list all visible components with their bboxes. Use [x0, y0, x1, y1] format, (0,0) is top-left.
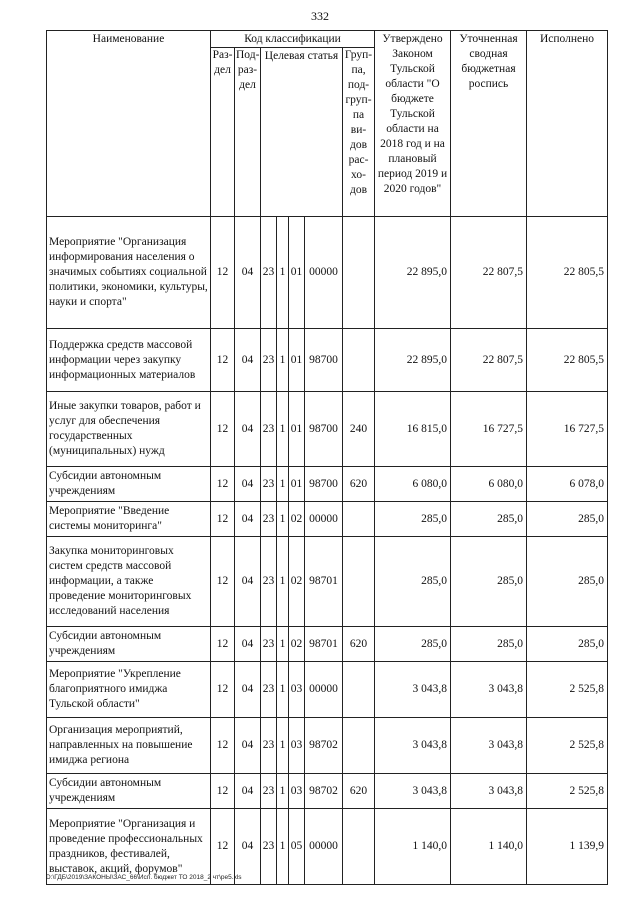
row-target-part4: 00000	[305, 809, 343, 885]
row-target-part1: 23	[261, 217, 277, 329]
row-target-part3: 02	[289, 537, 305, 627]
row-target-part2: 1	[277, 467, 289, 502]
row-executed: 22 805,5	[527, 217, 608, 329]
table-row	[47, 537, 608, 627]
row-refined: 6 080,0	[451, 467, 527, 502]
row-target-part2: 1	[277, 392, 289, 467]
header-code-group: Код классификации	[211, 31, 375, 48]
row-podrazdel: 04	[235, 662, 261, 718]
row-refined: 285,0	[451, 537, 527, 627]
row-name: Мероприятие "Организация информирования населения о значимых событиях социальной политики, экономики, культуры, науки и спорта"	[47, 217, 211, 329]
table-body	[47, 217, 608, 885]
row-vid	[343, 329, 375, 392]
row-razdel: 12	[211, 627, 235, 662]
row-podrazdel: 04	[235, 467, 261, 502]
row-target-part3: 03	[289, 662, 305, 718]
row-target-part4: 98701	[305, 627, 343, 662]
row-executed: 2 525,8	[527, 662, 608, 718]
row-podrazdel: 04	[235, 392, 261, 467]
row-executed: 285,0	[527, 627, 608, 662]
header-target: Целевая статья	[261, 48, 343, 217]
row-executed: 2 525,8	[527, 774, 608, 809]
row-approved: 22 895,0	[375, 329, 451, 392]
row-razdel: 12	[211, 809, 235, 885]
row-target-part1: 23	[261, 809, 277, 885]
row-target-part4: 00000	[305, 502, 343, 537]
row-approved: 285,0	[375, 537, 451, 627]
row-approved: 1 140,0	[375, 809, 451, 885]
row-refined: 285,0	[451, 502, 527, 537]
row-podrazdel: 04	[235, 502, 261, 537]
row-target-part3: 01	[289, 392, 305, 467]
row-razdel: 12	[211, 217, 235, 329]
row-executed: 285,0	[527, 537, 608, 627]
row-approved: 3 043,8	[375, 774, 451, 809]
row-approved: 285,0	[375, 627, 451, 662]
table-row	[47, 217, 608, 329]
row-executed: 16 727,5	[527, 392, 608, 467]
row-razdel: 12	[211, 662, 235, 718]
row-target-part4: 98700	[305, 329, 343, 392]
table-row	[47, 329, 608, 392]
row-refined: 285,0	[451, 627, 527, 662]
row-vid: 620	[343, 627, 375, 662]
row-target-part2: 1	[277, 662, 289, 718]
row-target-part1: 23	[261, 627, 277, 662]
row-target-part1: 23	[261, 329, 277, 392]
header-executed: Исполнено	[527, 31, 608, 217]
row-vid: 620	[343, 774, 375, 809]
row-target-part3: 03	[289, 774, 305, 809]
row-approved: 22 895,0	[375, 217, 451, 329]
row-target-part4: 98702	[305, 718, 343, 774]
row-executed: 2 525,8	[527, 718, 608, 774]
table-row	[47, 627, 608, 662]
header-approved: Утверждено Законом Тульской области "О бюджете Тульской области на 2018 год и на плановый период 2019 и 2020 годов"	[375, 31, 451, 217]
header-podrazdel: Под-раз-дел	[235, 48, 261, 217]
table-row	[47, 718, 608, 774]
row-executed: 285,0	[527, 502, 608, 537]
row-podrazdel: 04	[235, 537, 261, 627]
row-podrazdel: 04	[235, 217, 261, 329]
row-approved: 3 043,8	[375, 662, 451, 718]
row-razdel: 12	[211, 467, 235, 502]
row-executed: 6 078,0	[527, 467, 608, 502]
row-podrazdel: 04	[235, 627, 261, 662]
row-target-part3: 01	[289, 329, 305, 392]
header-name: Наименование	[47, 31, 211, 217]
row-vid: 620	[343, 467, 375, 502]
row-target-part3: 01	[289, 467, 305, 502]
table-row	[47, 467, 608, 502]
row-target-part3: 03	[289, 718, 305, 774]
row-name: Субсидии автономным учреждениям	[47, 627, 211, 662]
row-razdel: 12	[211, 502, 235, 537]
table-row	[47, 662, 608, 718]
row-vid	[343, 502, 375, 537]
table-row	[47, 774, 608, 809]
row-vid: 240	[343, 392, 375, 467]
row-name: Мероприятие "Введение системы мониторинга"	[47, 502, 211, 537]
row-refined: 3 043,8	[451, 774, 527, 809]
row-executed: 22 805,5	[527, 329, 608, 392]
row-podrazdel: 04	[235, 329, 261, 392]
row-target-part4: 98702	[305, 774, 343, 809]
row-vid	[343, 809, 375, 885]
row-target-part2: 1	[277, 809, 289, 885]
header-razdel: Раз-дел	[211, 48, 235, 217]
row-podrazdel: 04	[235, 718, 261, 774]
row-target-part2: 1	[277, 217, 289, 329]
row-podrazdel: 04	[235, 774, 261, 809]
row-target-part4: 98700	[305, 467, 343, 502]
row-razdel: 12	[211, 718, 235, 774]
row-target-part3: 02	[289, 502, 305, 537]
footer-file-path: D:\ГДБ\2019\ЗАКОНЫ\ЗАС_66\Исп. бюджет ТО 2018_2 чт\ре5.xls	[46, 874, 242, 881]
row-vid	[343, 662, 375, 718]
row-approved: 3 043,8	[375, 718, 451, 774]
row-refined: 3 043,8	[451, 718, 527, 774]
row-target-part4: 98700	[305, 392, 343, 467]
row-target-part1: 23	[261, 392, 277, 467]
row-target-part1: 23	[261, 718, 277, 774]
table-header	[47, 31, 608, 217]
header-refined: Уточненная сводная бюджетная роспись	[451, 31, 527, 217]
row-target-part4: 00000	[305, 662, 343, 718]
row-refined: 3 043,8	[451, 662, 527, 718]
row-approved: 285,0	[375, 502, 451, 537]
row-name: Иные закупки товаров, работ и услуг для обеспечения государственных (муниципальных) нужд	[47, 392, 211, 467]
row-target-part3: 01	[289, 217, 305, 329]
row-approved: 6 080,0	[375, 467, 451, 502]
row-razdel: 12	[211, 537, 235, 627]
row-executed: 1 139,9	[527, 809, 608, 885]
row-razdel: 12	[211, 392, 235, 467]
row-name: Субсидии автономным учреждениям	[47, 467, 211, 502]
row-target-part2: 1	[277, 718, 289, 774]
row-target-part1: 23	[261, 774, 277, 809]
row-target-part2: 1	[277, 329, 289, 392]
page-number: 332	[311, 9, 329, 23]
row-refined: 16 727,5	[451, 392, 527, 467]
row-podrazdel: 04	[235, 809, 261, 885]
row-target-part3: 02	[289, 627, 305, 662]
row-target-part2: 1	[277, 627, 289, 662]
row-name: Поддержка средств массовой информации через закупку информационных материалов	[47, 329, 211, 392]
row-target-part2: 1	[277, 502, 289, 537]
header-vid: Груп-па, под-груп-па ви-дов рас-хо-дов	[343, 48, 375, 217]
row-razdel: 12	[211, 774, 235, 809]
row-vid	[343, 217, 375, 329]
row-name: Мероприятие "Организация и проведение профессиональных праздников, фестивалей, выставок, акций, форумов"	[47, 809, 211, 885]
table-row	[47, 502, 608, 537]
table-row	[47, 392, 608, 467]
budget-table	[46, 30, 608, 885]
row-vid	[343, 718, 375, 774]
row-target-part1: 23	[261, 467, 277, 502]
row-target-part4: 98701	[305, 537, 343, 627]
row-refined: 1 140,0	[451, 809, 527, 885]
row-target-part2: 1	[277, 774, 289, 809]
row-target-part4: 00000	[305, 217, 343, 329]
row-name: Субсидии автономным учреждениям	[47, 774, 211, 809]
row-razdel: 12	[211, 329, 235, 392]
row-refined: 22 807,5	[451, 329, 527, 392]
row-vid	[343, 537, 375, 627]
row-approved: 16 815,0	[375, 392, 451, 467]
row-target-part3: 05	[289, 809, 305, 885]
row-target-part1: 23	[261, 662, 277, 718]
row-name: Организация мероприятий, направленных на повышение имиджа региона	[47, 718, 211, 774]
row-refined: 22 807,5	[451, 217, 527, 329]
row-name: Мероприятие "Укрепление благоприятного имиджа Тульской области"	[47, 662, 211, 718]
row-target-part1: 23	[261, 502, 277, 537]
row-name: Закупка мониторинговых систем средств массовой информации, а также проведение мониторинговых исследований населения	[47, 537, 211, 627]
row-target-part2: 1	[277, 537, 289, 627]
row-target-part1: 23	[261, 537, 277, 627]
